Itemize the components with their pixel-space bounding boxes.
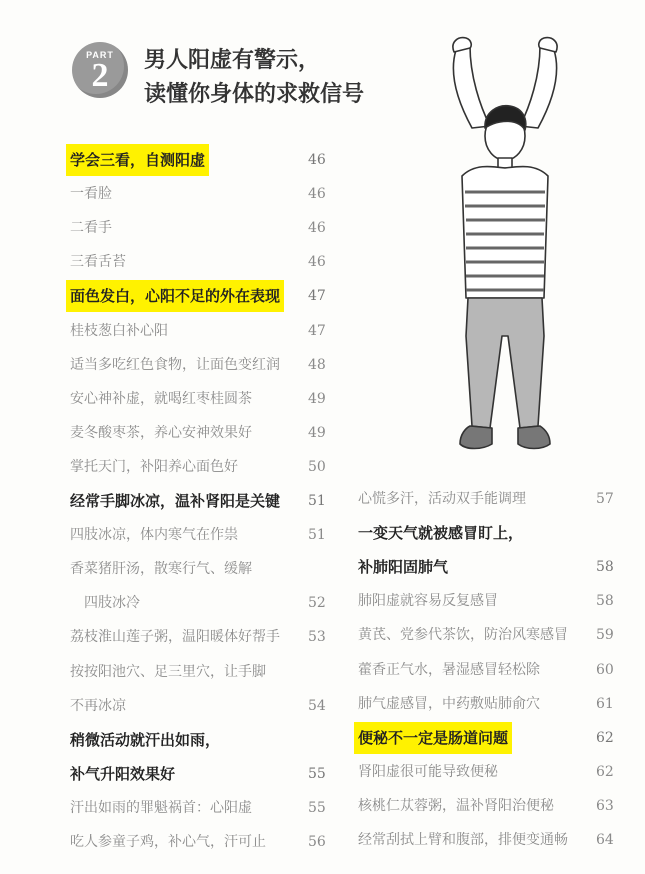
toc-entry[interactable] <box>70 212 330 244</box>
toc-entry[interactable] <box>70 383 330 415</box>
toc-page-number: 49 <box>308 424 326 441</box>
toc-entry-title: 肺气虚感冒，中药敷贴肺俞穴 <box>358 695 540 712</box>
toc-page-number: 56 <box>308 834 326 850</box>
toc-entry[interactable] <box>70 826 330 858</box>
toc-entry-title: 桂枝葱白补心阳 <box>70 322 168 339</box>
toc-entry-title: 汗出如雨的罪魁祸首：心阳虚 <box>70 799 252 816</box>
toc-entry[interactable] <box>70 621 330 653</box>
toc-section-entry[interactable] <box>358 551 618 583</box>
toc-section-entry[interactable] <box>70 280 330 312</box>
toc-entry-title: 学会三看，自测阳虚 <box>66 144 209 176</box>
toc-page-number: 52 <box>308 595 326 612</box>
toc-page-number: 46 <box>308 220 326 237</box>
toc-page-number: 64 <box>596 832 614 848</box>
toc-entry[interactable] <box>70 519 330 551</box>
toc-entry-title: 不再冰凉 <box>70 697 126 714</box>
toc-entry-title: 香菜猪肝汤，散寒行气、缓解 <box>70 561 252 578</box>
toc-section-entry[interactable] <box>70 724 330 756</box>
toc-entry[interactable] <box>70 246 330 278</box>
toc-page-number: 62 <box>596 763 614 780</box>
chapter-title-line1: 男人阳虚有警示， <box>144 48 321 73</box>
toc-entry[interactable] <box>358 756 618 788</box>
toc-entry-title: 按按阳池穴、足三里穴，让手脚 <box>70 663 266 680</box>
toc-entry[interactable] <box>70 178 330 210</box>
toc-entry[interactable] <box>70 417 330 449</box>
toc-entry-title: 心慌多汗，活动双手能调理 <box>358 491 526 507</box>
toc-page-number: 57 <box>596 491 614 507</box>
toc-page-number: 54 <box>308 697 326 714</box>
toc-page-number: 49 <box>308 390 326 407</box>
toc-page-number: 53 <box>308 629 326 646</box>
toc-entry-title: 经常刮拭上臂和腹部，排便变通畅 <box>358 832 568 848</box>
toc-page-number: 46 <box>308 152 326 168</box>
toc-page-number: 63 <box>596 797 614 814</box>
toc-entry[interactable] <box>70 553 330 585</box>
toc-section-entry[interactable] <box>358 722 618 754</box>
toc-entry-title: 核桃仁苁蓉粥，温补肾阳治便秘 <box>358 797 554 814</box>
toc-page-number: 62 <box>596 729 614 746</box>
toc-page-number: 46 <box>308 254 326 271</box>
toc-entry-title: 面色发白，心阳不足的外在表现 <box>66 280 284 312</box>
toc-entry-title: 二看手 <box>70 220 112 237</box>
toc-section-entry[interactable] <box>70 485 330 517</box>
toc-section-entry[interactable] <box>358 517 618 549</box>
part-number: 2 <box>91 57 109 94</box>
part-label: PART <box>86 50 114 60</box>
toc-page-number: 61 <box>596 695 614 712</box>
toc-page-number: 46 <box>308 186 326 203</box>
toc-entry-title: 三看舌苔 <box>70 254 126 271</box>
toc-entry-title: 肾阳虚很可能导致便秘 <box>358 763 498 780</box>
toc-entry[interactable] <box>70 587 330 619</box>
chapter-title <box>144 44 364 112</box>
toc-page-number: 59 <box>596 627 614 644</box>
toc-entry[interactable] <box>358 654 618 686</box>
toc-entry-title: 肺阳虚就容易反复感冒 <box>358 593 498 610</box>
toc-page-number: 60 <box>596 661 614 678</box>
toc-page-number: 47 <box>308 322 326 339</box>
toc-entry[interactable] <box>70 656 330 688</box>
toc-entry-title: 掌托天门，补阳养心面色好 <box>70 458 238 475</box>
toc-entry[interactable] <box>358 824 618 856</box>
toc-section-entry[interactable] <box>70 144 330 176</box>
man-arms-raised-illustration <box>410 36 600 466</box>
chapter-title-line2: 读懂你身体的求救信号 <box>144 82 365 107</box>
toc-entry-title: 四肢冰冷 <box>84 595 140 612</box>
toc-page-number: 55 <box>308 799 326 816</box>
toc-entry-title: 黄芪、党参代茶饮，防治风寒感冒 <box>358 627 568 644</box>
toc-page-number: 48 <box>308 356 326 373</box>
toc-entry[interactable] <box>358 688 618 720</box>
toc-entry[interactable] <box>70 690 330 722</box>
toc-entry[interactable] <box>70 315 330 347</box>
toc-entry[interactable] <box>358 619 618 651</box>
toc-entry-title: 补肺阳固肺气 <box>358 558 449 577</box>
toc-entry-title: 稍微活动就汗出如雨， <box>70 730 221 749</box>
toc-entry-title: 适当多吃红色食物，让面色变红润 <box>70 356 280 373</box>
toc-entry-title: 一看脸 <box>70 186 112 203</box>
toc-entry[interactable] <box>70 451 330 483</box>
toc-entry[interactable] <box>70 349 330 381</box>
toc-page-number: 55 <box>308 765 326 782</box>
toc-entry-title: 安心神补虚，就喝红枣桂圆茶 <box>70 390 252 407</box>
toc-entry-title: 藿香正气水，暑湿感冒轻松除 <box>358 661 540 678</box>
toc-page-number: 47 <box>308 288 326 305</box>
toc-page-number: 58 <box>596 559 614 576</box>
toc-entry-title: 经常手脚冰凉，温补肾阳是关键 <box>70 492 281 510</box>
toc-entry-title: 荔枝淮山莲子粥，温阳暖体好帮手 <box>70 629 280 646</box>
toc-page-number: 58 <box>596 593 614 610</box>
toc-entry[interactable] <box>70 792 330 824</box>
toc-section-entry[interactable] <box>70 758 330 790</box>
toc-entry-title: 一变天气就被感冒盯上， <box>358 524 524 543</box>
toc-entry-title: 补气升阳效果好 <box>70 764 176 783</box>
toc-entry[interactable] <box>358 483 618 515</box>
toc-page-number: 51 <box>308 527 326 544</box>
toc-entry[interactable] <box>358 790 618 822</box>
toc-entry-title: 便秘不一定是肠道问题 <box>354 722 512 754</box>
toc-page-number: 51 <box>308 493 326 509</box>
toc-entry[interactable] <box>358 585 618 617</box>
toc-entry-title: 四肢冰凉，体内寒气在作祟 <box>70 527 238 544</box>
part-badge <box>72 42 128 98</box>
toc-page-number: 50 <box>308 458 326 475</box>
toc-entry-title: 麦冬酸枣茶，养心安神效果好 <box>70 424 252 441</box>
toc-entry-title: 吃人参童子鸡，补心气，汗可止 <box>70 834 266 850</box>
